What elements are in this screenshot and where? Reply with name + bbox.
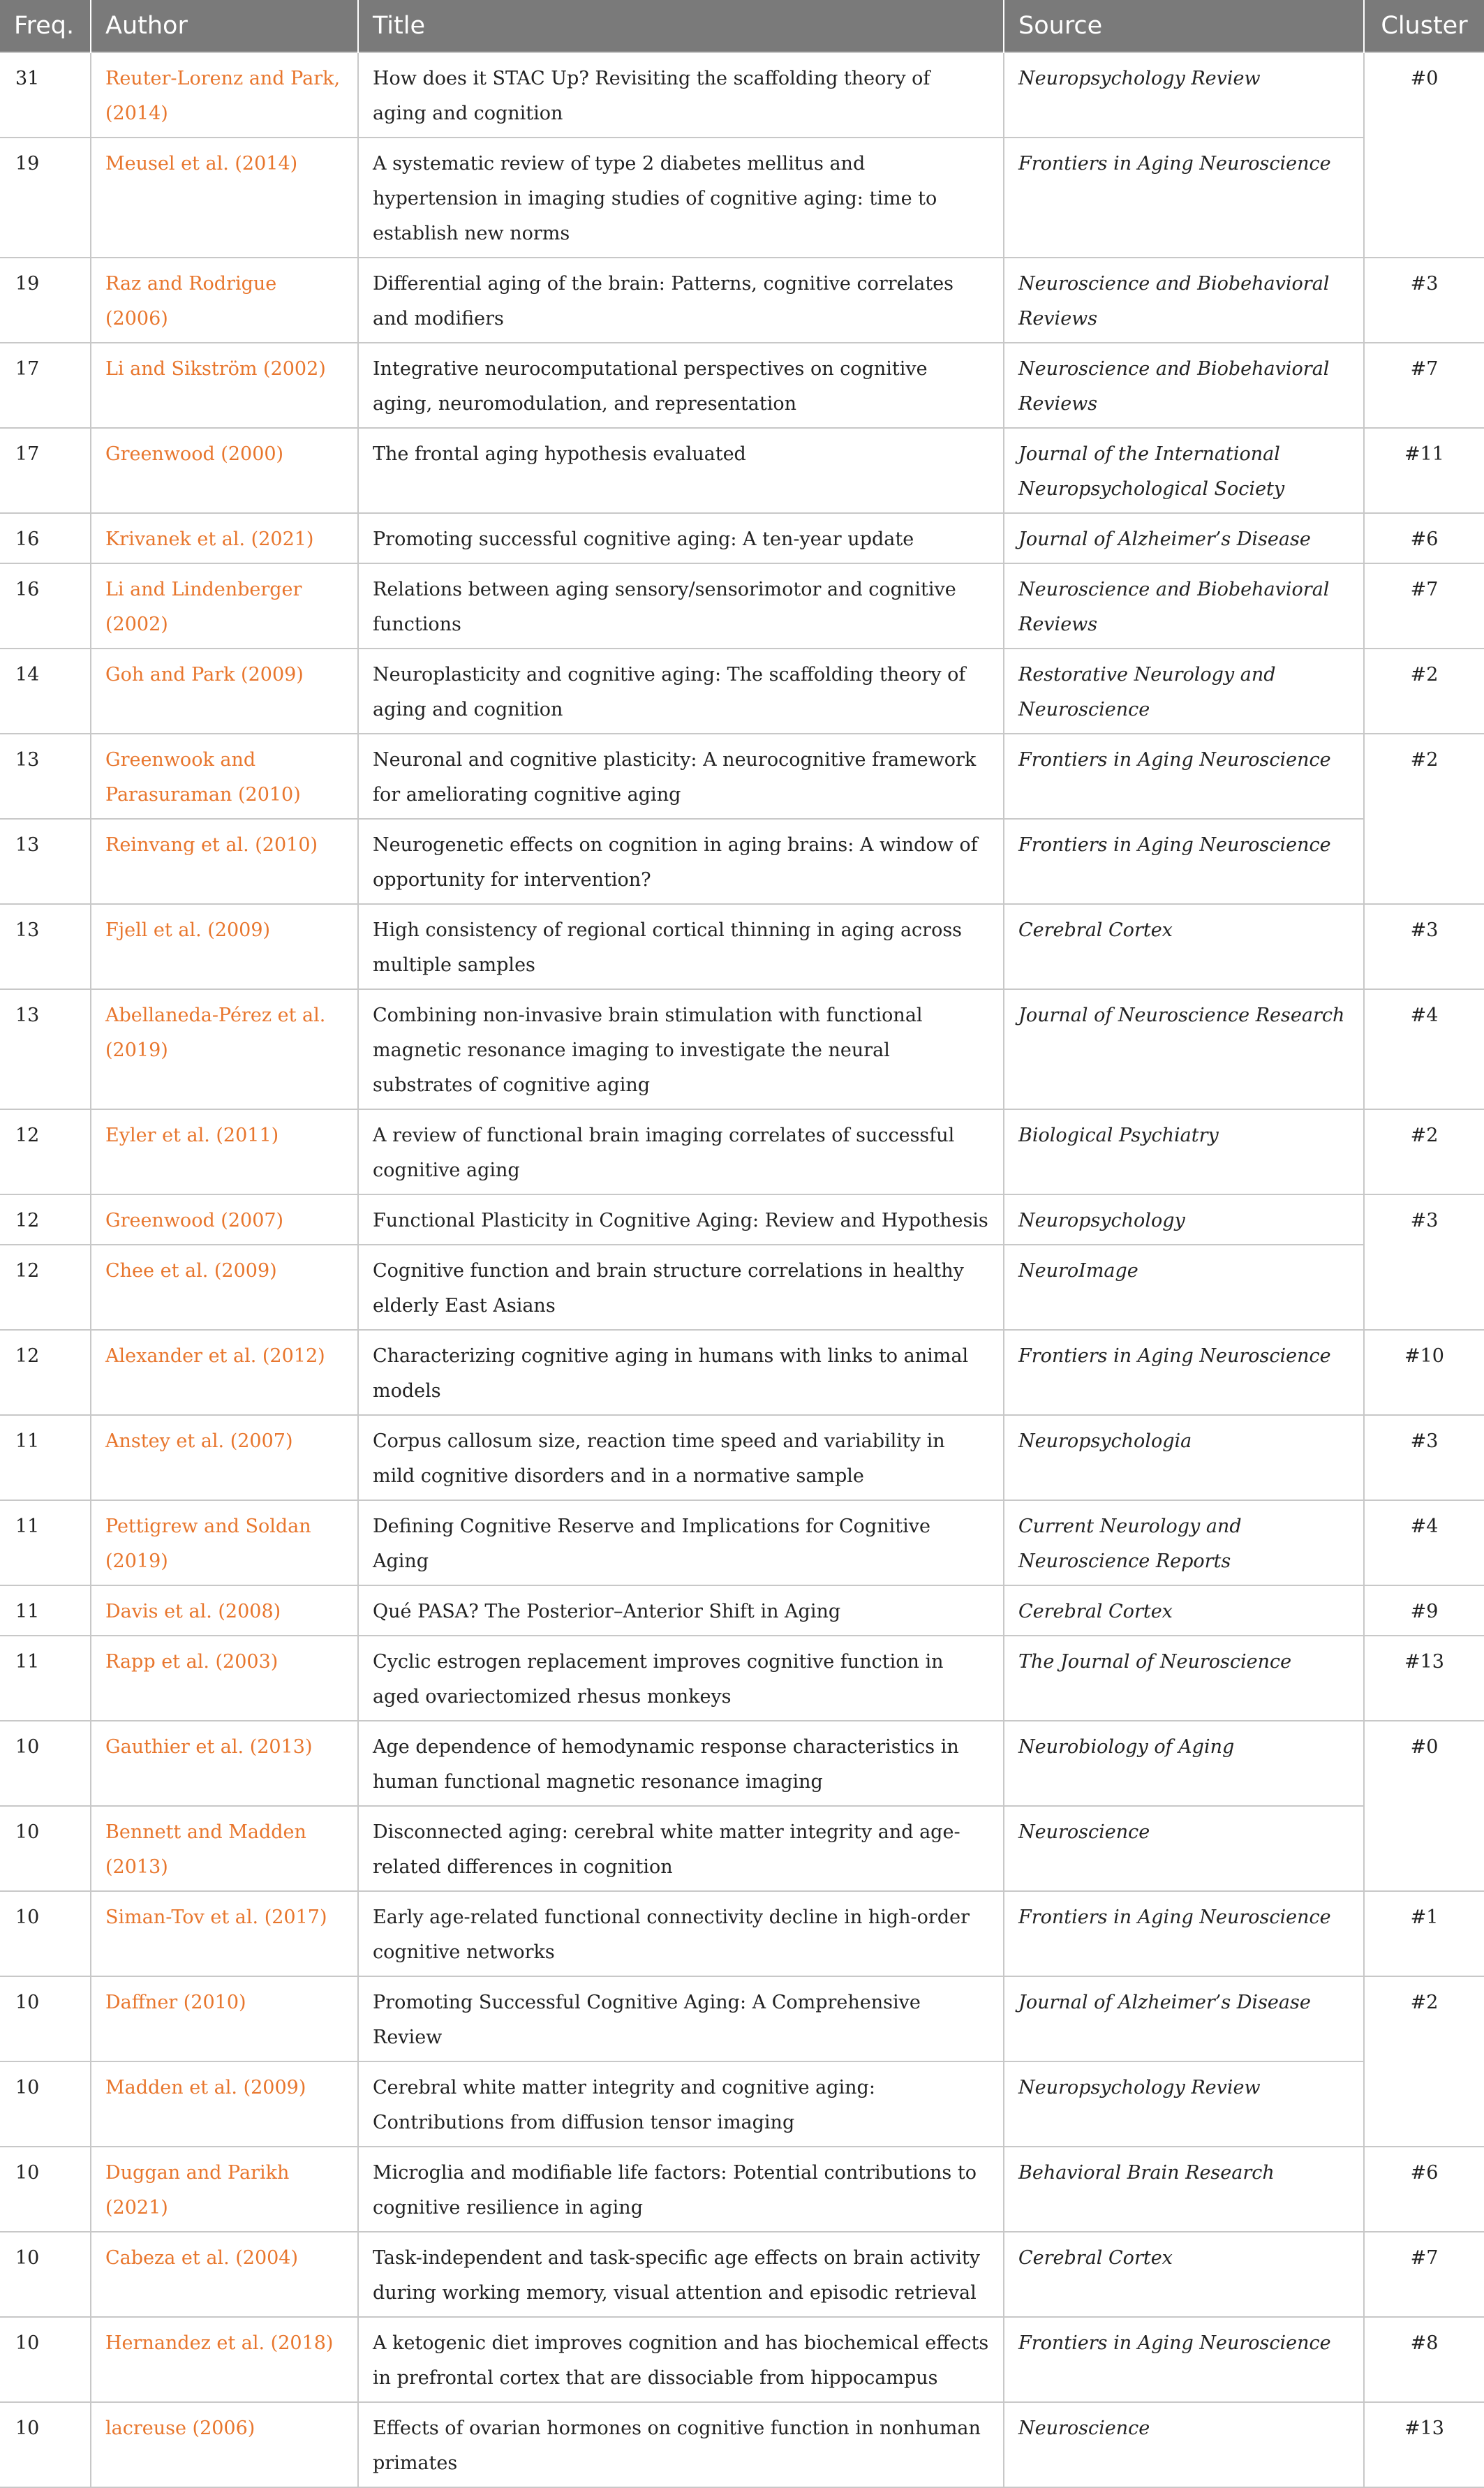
- cluster-cell: #3: [1364, 1415, 1484, 1500]
- title-cell: Cerebral white matter integrity and cognitive aging: Contributions from diffusion tensor imaging: [358, 2061, 1004, 2147]
- cluster-cell: #7: [1364, 343, 1484, 428]
- title-cell: Promoting Successful Cognitive Aging: A Comprehensive Review: [358, 1976, 1004, 2061]
- author-cell: Greenwood (2000): [91, 428, 358, 513]
- table-row: [0, 258, 1484, 343]
- source-cell: Journal of Neuroscience Research: [1004, 989, 1364, 1109]
- header-row: [0, 0, 1484, 52]
- cluster-cell: #13: [1364, 2402, 1484, 2487]
- table-row: [0, 513, 1484, 563]
- freq-cell: 10: [0, 2317, 91, 2402]
- source-cell: Current Neurology and Neuroscience Reports: [1004, 1500, 1364, 1585]
- freq-cell: 31: [0, 52, 91, 138]
- table-row: [0, 2061, 1484, 2147]
- title-cell: Functional Plasticity in Cognitive Aging: Review and Hypothesis: [358, 1194, 1004, 1245]
- cluster-cell: #13: [1364, 1636, 1484, 1721]
- author-cell: Raz and Rodrigue (2006): [91, 258, 358, 343]
- table-row: [0, 2232, 1484, 2317]
- freq-cell: 16: [0, 563, 91, 649]
- freq-cell: 10: [0, 2061, 91, 2147]
- table-row: [0, 989, 1484, 1109]
- cluster-cell: #10: [1364, 1330, 1484, 1415]
- freq-cell: 17: [0, 428, 91, 513]
- freq-cell: 12: [0, 1109, 91, 1194]
- author-cell: Bennett and Madden (2013): [91, 1806, 358, 1891]
- title-cell: Task-independent and task-specific age effects on brain activity during working memory, visual attention and episodic retrieval: [358, 2232, 1004, 2317]
- source-cell: Journal of Alzheimer’s Disease: [1004, 1976, 1364, 2061]
- table-row: [0, 1194, 1484, 1245]
- cluster-cell: #6: [1364, 2147, 1484, 2232]
- cluster-cell: #2: [1364, 649, 1484, 734]
- header-source: Source: [1004, 0, 1364, 52]
- cluster-cell: #7: [1364, 563, 1484, 649]
- header-cluster: Cluster: [1364, 0, 1484, 52]
- cluster-cell: #0: [1364, 1721, 1484, 1891]
- table-row: [0, 1891, 1484, 1976]
- title-cell: Defining Cognitive Reserve and Implications for Cognitive Aging: [358, 1500, 1004, 1585]
- table-row: [0, 2317, 1484, 2402]
- cluster-cell: #3: [1364, 1194, 1484, 1330]
- source-cell: Cerebral Cortex: [1004, 1585, 1364, 1636]
- author-cell: Davis et al. (2008): [91, 1585, 358, 1636]
- source-cell: Restorative Neurology and Neuroscience: [1004, 649, 1364, 734]
- source-cell: Journal of Alzheimer’s Disease: [1004, 513, 1364, 563]
- title-cell: Neurogenetic effects on cognition in aging brains: A window of opportunity for intervention?: [358, 819, 1004, 904]
- title-cell: Integrative neurocomputational perspectives on cognitive aging, neuromodulation, and representation: [358, 343, 1004, 428]
- freq-cell: 17: [0, 343, 91, 428]
- header-author: Author: [91, 0, 358, 52]
- author-cell: Meusel et al. (2014): [91, 138, 358, 258]
- author-cell: lacreuse (2006): [91, 2402, 358, 2487]
- title-cell: Neuronal and cognitive plasticity: A neurocognitive framework for ameliorating cognitive aging: [358, 734, 1004, 819]
- source-cell: Frontiers in Aging Neuroscience: [1004, 138, 1364, 258]
- freq-cell: 11: [0, 1585, 91, 1636]
- source-cell: Neuropsychology Review: [1004, 52, 1364, 138]
- title-cell: Combining non-invasive brain stimulation with functional magnetic resonance imaging to investigate the neural substrates of cognitive aging: [358, 989, 1004, 1109]
- table-row: [0, 1721, 1484, 1806]
- title-cell: Effects of ovarian hormones on cognitive function in nonhuman primates: [358, 2402, 1004, 2487]
- author-cell: Goh and Park (2009): [91, 649, 358, 734]
- source-cell: NeuroImage: [1004, 1245, 1364, 1330]
- cluster-cell: #2: [1364, 734, 1484, 904]
- source-cell: Frontiers in Aging Neuroscience: [1004, 2317, 1364, 2402]
- author-cell: Reinvang et al. (2010): [91, 819, 358, 904]
- header-title: Title: [358, 0, 1004, 52]
- freq-cell: 10: [0, 1976, 91, 2061]
- freq-cell: 11: [0, 1415, 91, 1500]
- table-row: [0, 1976, 1484, 2061]
- author-cell: Daffner (2010): [91, 1976, 358, 2061]
- table-row: [0, 1109, 1484, 1194]
- table-row: [0, 649, 1484, 734]
- cluster-cell: #3: [1364, 904, 1484, 989]
- author-cell: Chee et al. (2009): [91, 1245, 358, 1330]
- table-row: [0, 2147, 1484, 2232]
- title-cell: Microglia and modifiable life factors: Potential contributions to cognitive resilience in aging: [358, 2147, 1004, 2232]
- freq-cell: 14: [0, 649, 91, 734]
- author-cell: Hernandez et al. (2018): [91, 2317, 358, 2402]
- title-cell: Corpus callosum size, reaction time speed and variability in mild cognitive disorders and in a normative sample: [358, 1415, 1004, 1500]
- table-row: [0, 1500, 1484, 1585]
- table-row: [0, 1330, 1484, 1415]
- freq-cell: 13: [0, 904, 91, 989]
- table-header: [0, 0, 1484, 52]
- title-cell: A ketogenic diet improves cognition and has biochemical effects in prefrontal cortex that are dissociable from hippocampus: [358, 2317, 1004, 2402]
- title-cell: A review of functional brain imaging correlates of successful cognitive aging: [358, 1109, 1004, 1194]
- author-cell: Duggan and Parikh (2021): [91, 2147, 358, 2232]
- author-cell: Rapp et al. (2003): [91, 1636, 358, 1721]
- cluster-cell: #11: [1364, 428, 1484, 513]
- freq-cell: 13: [0, 989, 91, 1109]
- freq-cell: 11: [0, 1636, 91, 1721]
- source-cell: Neuroscience: [1004, 1806, 1364, 1891]
- cluster-cell: #2: [1364, 1976, 1484, 2147]
- freq-cell: 11: [0, 1500, 91, 1585]
- title-cell: Disconnected aging: cerebral white matter integrity and age-related differences in cognition: [358, 1806, 1004, 1891]
- title-cell: Characterizing cognitive aging in humans with links to animal models: [358, 1330, 1004, 1415]
- source-cell: Neuroscience and Biobehavioral Reviews: [1004, 258, 1364, 343]
- author-cell: Pettigrew and Soldan (2019): [91, 1500, 358, 1585]
- freq-cell: 12: [0, 1194, 91, 1245]
- cluster-cell: #6: [1364, 513, 1484, 563]
- cluster-cell: #9: [1364, 1585, 1484, 1636]
- author-cell: Madden et al. (2009): [91, 2061, 358, 2147]
- table-row: [0, 563, 1484, 649]
- title-cell: Early age-related functional connectivity decline in high-order cognitive networks: [358, 1891, 1004, 1976]
- title-cell: Neuroplasticity and cognitive aging: The scaffolding theory of aging and cognition: [358, 649, 1004, 734]
- title-cell: Relations between aging sensory/sensorimotor and cognitive functions: [358, 563, 1004, 649]
- freq-cell: 16: [0, 513, 91, 563]
- author-cell: Fjell et al. (2009): [91, 904, 358, 989]
- source-cell: Neuroscience and Biobehavioral Reviews: [1004, 343, 1364, 428]
- cluster-cell: #2: [1364, 1109, 1484, 1194]
- cluster-cell: #3: [1364, 258, 1484, 343]
- cluster-cell: #4: [1364, 1500, 1484, 1585]
- author-cell: Greenwood (2007): [91, 1194, 358, 1245]
- source-cell: The Journal of Neuroscience: [1004, 1636, 1364, 1721]
- title-cell: Promoting successful cognitive aging: A ten-year update: [358, 513, 1004, 563]
- title-cell: High consistency of regional cortical thinning in aging across multiple samples: [358, 904, 1004, 989]
- table-row: [0, 343, 1484, 428]
- title-cell: The frontal aging hypothesis evaluated: [358, 428, 1004, 513]
- title-cell: Qué PASA? The Posterior–Anterior Shift in Aging: [358, 1585, 1004, 1636]
- freq-cell: 10: [0, 1721, 91, 1806]
- author-cell: Alexander et al. (2012): [91, 1330, 358, 1415]
- author-cell: Gauthier et al. (2013): [91, 1721, 358, 1806]
- freq-cell: 19: [0, 138, 91, 258]
- freq-cell: 13: [0, 819, 91, 904]
- table-row: [0, 904, 1484, 989]
- source-cell: Frontiers in Aging Neuroscience: [1004, 819, 1364, 904]
- source-cell: Frontiers in Aging Neuroscience: [1004, 1891, 1364, 1976]
- freq-cell: 12: [0, 1330, 91, 1415]
- table-row: [0, 52, 1484, 138]
- source-cell: Neuropsychologia: [1004, 1415, 1364, 1500]
- source-cell: Frontiers in Aging Neuroscience: [1004, 734, 1364, 819]
- source-cell: Neurobiology of Aging: [1004, 1721, 1364, 1806]
- cluster-cell: #1: [1364, 1891, 1484, 1976]
- title-cell: Cyclic estrogen replacement improves cognitive function in aged ovariectomized rhesus monkeys: [358, 1636, 1004, 1721]
- table-row: [0, 1585, 1484, 1636]
- title-cell: Age dependence of hemodynamic response characteristics in human functional magnetic resonance imaging: [358, 1721, 1004, 1806]
- table-row: [0, 428, 1484, 513]
- table-row: [0, 819, 1484, 904]
- author-cell: Anstey et al. (2007): [91, 1415, 358, 1500]
- source-cell: Cerebral Cortex: [1004, 904, 1364, 989]
- author-cell: Reuter-Lorenz and Park, (2014): [91, 52, 358, 138]
- table-row: [0, 1415, 1484, 1500]
- title-cell: How does it STAC Up? Revisiting the scaffolding theory of aging and cognition: [358, 52, 1004, 138]
- header-freq: Freq.: [0, 0, 91, 52]
- author-cell: Eyler et al. (2011): [91, 1109, 358, 1194]
- source-cell: Frontiers in Aging Neuroscience: [1004, 1330, 1364, 1415]
- author-cell: Cabeza et al. (2004): [91, 2232, 358, 2317]
- table-row: [0, 138, 1484, 258]
- title-cell: Differential aging of the brain: Patterns, cognitive correlates and modifiers: [358, 258, 1004, 343]
- freq-cell: 19: [0, 258, 91, 343]
- source-cell: Cerebral Cortex: [1004, 2232, 1364, 2317]
- title-cell: Cognitive function and brain structure correlations in healthy elderly East Asians: [358, 1245, 1004, 1330]
- author-cell: Krivanek et al. (2021): [91, 513, 358, 563]
- source-cell: Biological Psychiatry: [1004, 1109, 1364, 1194]
- source-cell: Neuroscience: [1004, 2402, 1364, 2487]
- source-cell: Neuroscience and Biobehavioral Reviews: [1004, 563, 1364, 649]
- source-cell: Neuropsychology Review: [1004, 2061, 1364, 2147]
- freq-cell: 10: [0, 2402, 91, 2487]
- title-cell: A systematic review of type 2 diabetes mellitus and hypertension in imaging studies of cognitive aging: time to establish new norms: [358, 138, 1004, 258]
- author-cell: Siman-Tov et al. (2017): [91, 1891, 358, 1976]
- source-cell: Neuropsychology: [1004, 1194, 1364, 1245]
- freq-cell: 10: [0, 1891, 91, 1976]
- table-body: [0, 52, 1484, 2487]
- freq-cell: 13: [0, 734, 91, 819]
- table-row: [0, 1636, 1484, 1721]
- cluster-cell: #8: [1364, 2317, 1484, 2402]
- author-cell: Abellaneda-Pérez et al. (2019): [91, 989, 358, 1109]
- cluster-cell: #4: [1364, 989, 1484, 1109]
- author-cell: Li and Sikström (2002): [91, 343, 358, 428]
- source-cell: Behavioral Brain Research: [1004, 2147, 1364, 2232]
- table-row: [0, 734, 1484, 819]
- author-cell: Greenwook and Parasuraman (2010): [91, 734, 358, 819]
- cluster-cell: #7: [1364, 2232, 1484, 2317]
- author-cell: Li and Lindenberger (2002): [91, 563, 358, 649]
- source-cell: Journal of the International Neuropsychological Society: [1004, 428, 1364, 513]
- freq-cell: 10: [0, 1806, 91, 1891]
- table-row: [0, 2402, 1484, 2487]
- table-row: [0, 1806, 1484, 1891]
- freq-cell: 10: [0, 2147, 91, 2232]
- freq-cell: 12: [0, 1245, 91, 1330]
- table-row: [0, 1245, 1484, 1330]
- cluster-cell: #0: [1364, 52, 1484, 258]
- freq-cell: 10: [0, 2232, 91, 2317]
